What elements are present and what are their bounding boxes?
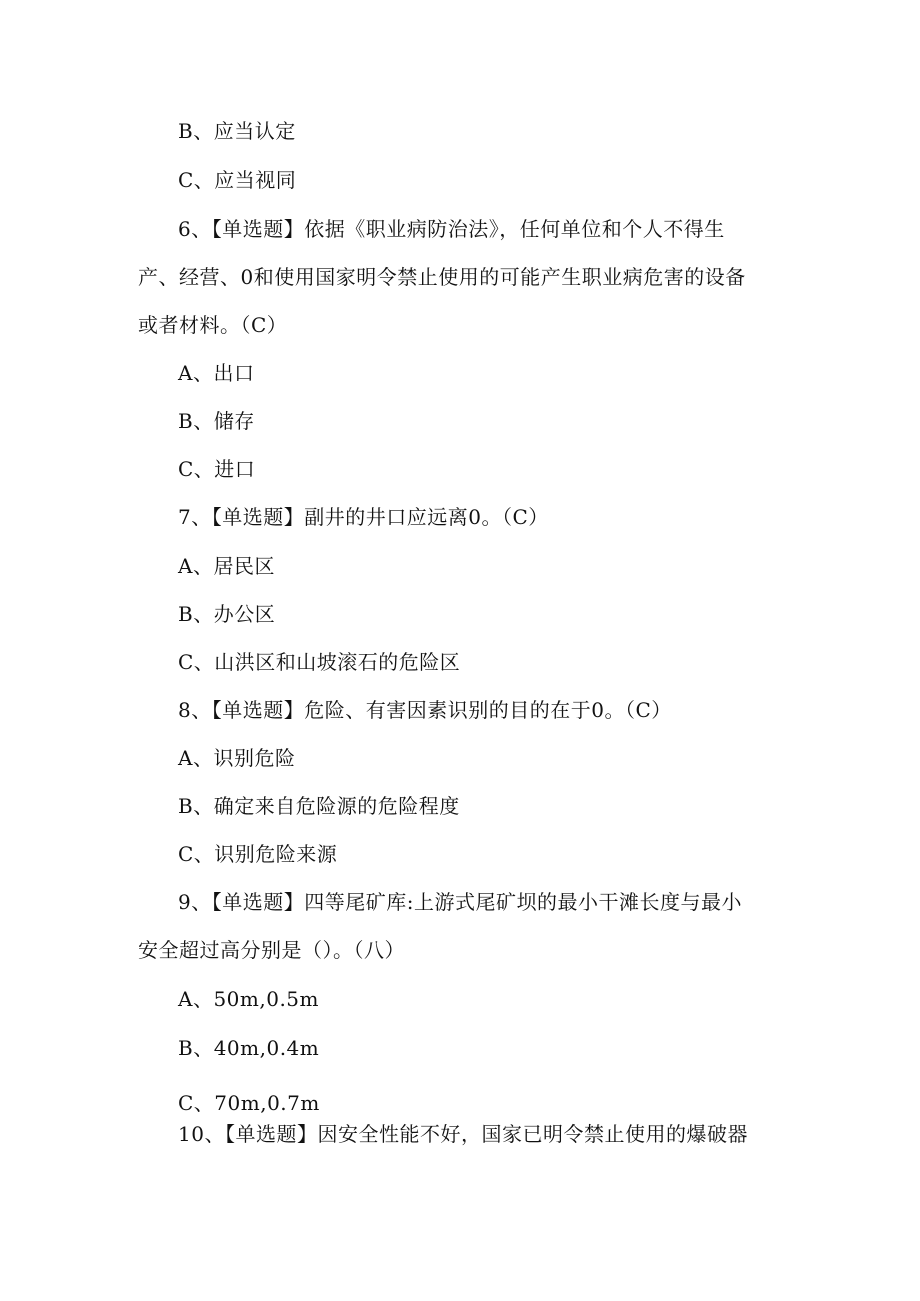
- question-7-text: 7、【单选题】副井的井口应远离0。（C）: [178, 505, 549, 529]
- question-7-option-c: C、山洪区和山坡滚石的危险区: [178, 650, 461, 674]
- option-c: C、应当视同: [178, 168, 297, 192]
- question-8-option-c: C、识别危险来源: [178, 842, 338, 866]
- question-7-option-a: A、居民区: [178, 554, 275, 578]
- question-9-text: 9、【单选题】四等尾矿库:上游式尾矿坝的最小干滩长度与最小: [178, 890, 742, 914]
- question-8-option-a: A、识别危险: [178, 746, 296, 770]
- question-9-option-a: A、50m,0.5m: [178, 987, 319, 1011]
- question-6-text-cont: 或者材料。（C）: [138, 313, 288, 337]
- question-9-option-c: C、70m,0.7m: [178, 1091, 320, 1115]
- question-6-option-c: C、进口: [178, 457, 256, 481]
- question-10-text: 10、【单选题】因安全性能不好，国家已明令禁止使用的爆破器: [178, 1122, 748, 1146]
- question-6-option-a: A、出口: [178, 361, 255, 385]
- question-7-option-b: B、办公区: [178, 602, 276, 626]
- question-8-text: 8、【单选题】危险、有害因素识别的目的在于0。（C）: [178, 698, 672, 722]
- question-6-option-b: B、储存: [178, 409, 255, 433]
- question-9-text-cont: 安全超过高分别是（）。（八）: [138, 938, 405, 962]
- question-6-text: 6、【单选题】依据《职业病防治法》，任何单位和个人不得生: [178, 217, 725, 241]
- question-9-option-b: B、40m,0.4m: [178, 1036, 320, 1060]
- question-8-option-b: B、确定来自危险源的危险程度: [178, 794, 460, 818]
- question-6-text-cont: 产、经营、0和使用国家明令禁止使用的可能产生职业病危害的设备: [138, 265, 746, 289]
- option-b: B、应当认定: [178, 119, 296, 143]
